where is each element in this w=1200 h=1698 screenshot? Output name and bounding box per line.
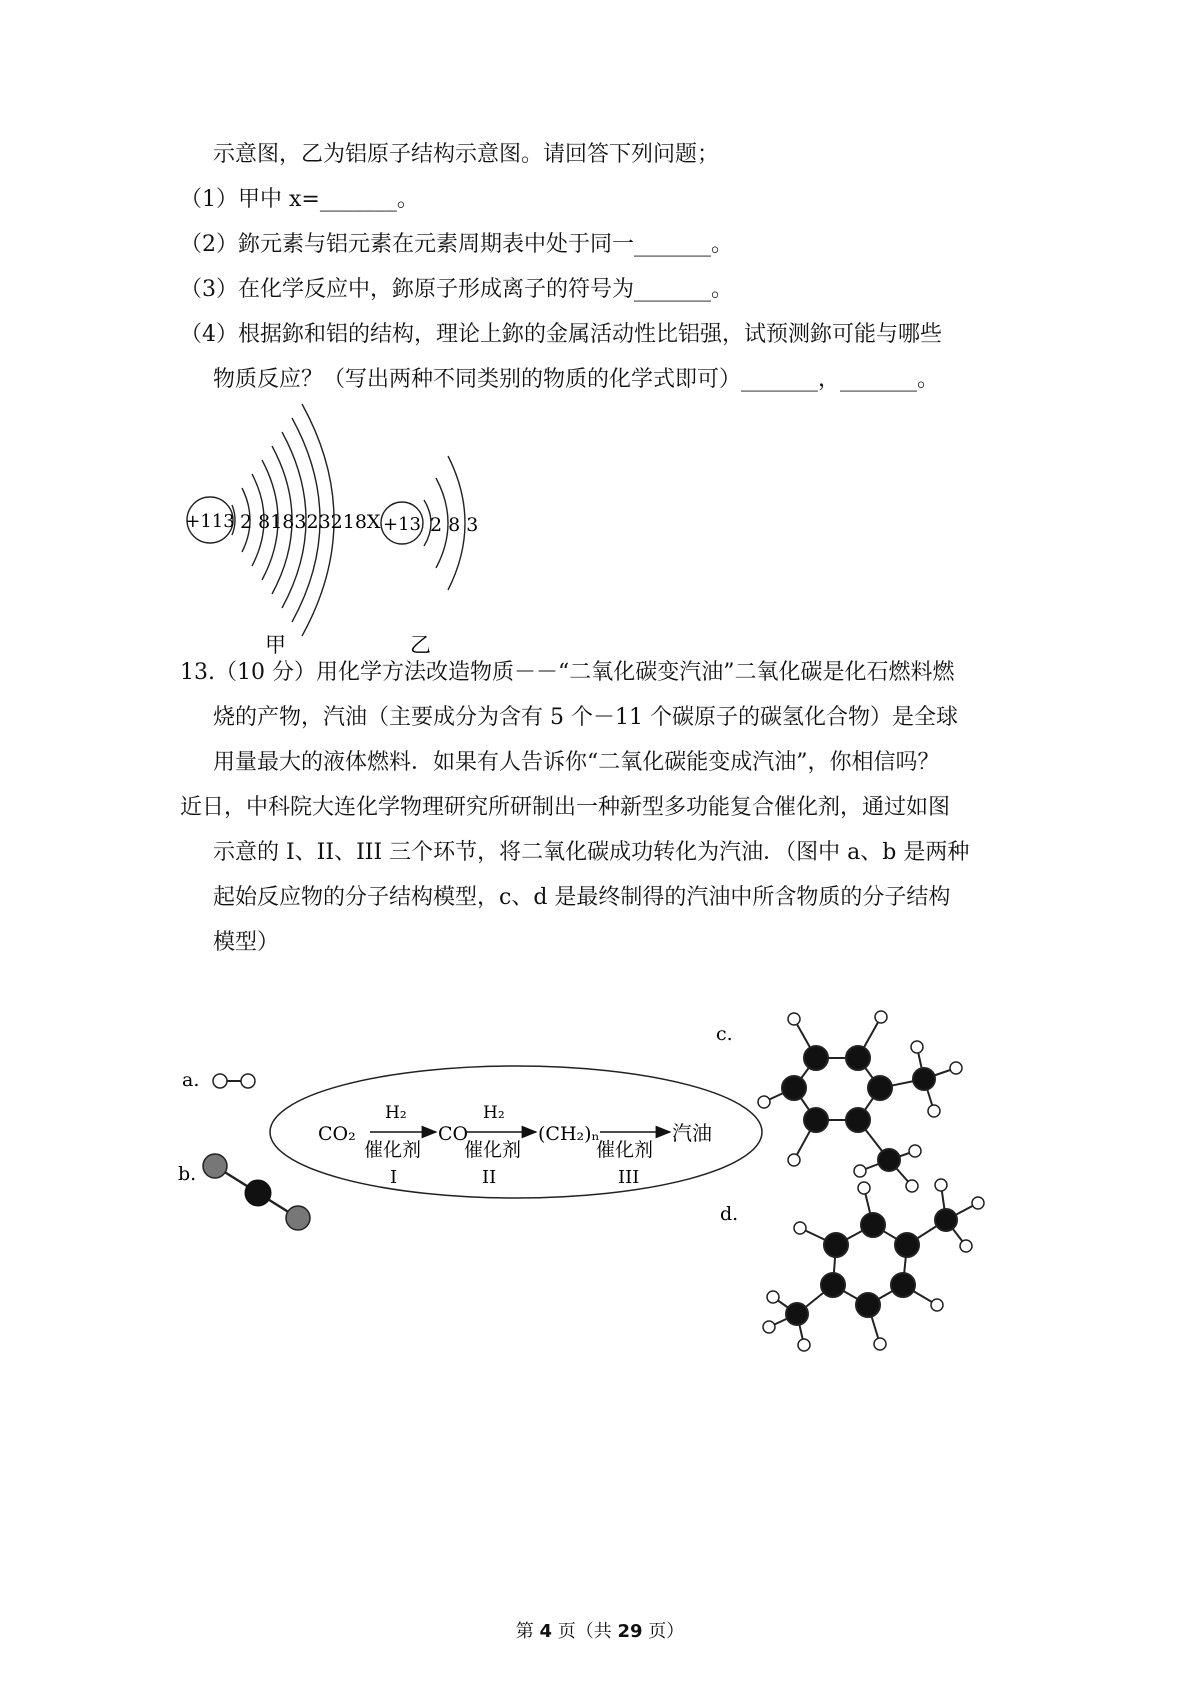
footer-prefix: 第 bbox=[515, 1621, 534, 1642]
q12-sub4-line1: （4）根据鉨和铝的结构，理论上鉨的金属活动性比铝强，试预测鉨可能与哪些 bbox=[180, 322, 942, 347]
q12-sub1: （1）甲中 x=_______。 bbox=[180, 187, 419, 212]
h2-label-step1: H₂ bbox=[385, 1103, 407, 1123]
co-formula: CO bbox=[438, 1123, 469, 1145]
q13-line6: 起始反应物的分子结构模型，c、d 是最终制得的汽油中所含物质的分子结构 bbox=[213, 885, 951, 910]
footer-suffix: 页） bbox=[648, 1621, 685, 1642]
q13-line5: 示意的 I、II、III 三个环节，将二氧化碳成功转化为汽油．（图中 a、b 是两种 bbox=[213, 840, 970, 865]
molecule-b bbox=[203, 1154, 310, 1230]
footer-page-number: 4 bbox=[539, 1621, 552, 1642]
label-a: a. bbox=[182, 1069, 200, 1091]
q12-sub2: （2）鉨元素与铝元素在元素周期表中处于同一_______。 bbox=[180, 232, 733, 257]
molecule-c bbox=[758, 1011, 962, 1192]
q13-line4: 近日，中科院大连化学物理研究所研制出一种新型多功能复合催化剂，通过如图 bbox=[180, 795, 951, 820]
q12-sub3: （3）在化学反应中，鉨原子形成离子的符号为_______。 bbox=[180, 277, 733, 302]
yi-nucleus-charge: +13 bbox=[383, 514, 421, 535]
gasoline-label: 汽油 bbox=[672, 1121, 712, 1145]
co2-formula: CO₂ bbox=[318, 1123, 356, 1145]
footer-total-pages: 29 bbox=[617, 1621, 643, 1642]
footer-mid: 页（共 bbox=[557, 1621, 612, 1642]
ch2n-formula: (CH₂)ₙ bbox=[538, 1123, 600, 1145]
jia-label: 甲 bbox=[265, 633, 286, 657]
yi-electron-counts: 2 8 3 bbox=[430, 514, 479, 536]
q13-line2: 烧的产物，汽油（主要成分为含有 5 个－11 个碳原子的碳氢化合物）是全球 bbox=[213, 705, 958, 730]
q12-sub4-line2: 物质反应？（写出两种不同类别的物质的化学式即可）_______，_______。 bbox=[213, 367, 940, 392]
step-label-3: III bbox=[618, 1167, 640, 1188]
label-b: b. bbox=[178, 1163, 197, 1185]
h2-label-step2: H₂ bbox=[483, 1103, 505, 1123]
label-d: d. bbox=[720, 1203, 739, 1225]
q13-line1: 13.（10 分）用化学方法改造物质－－“二氧化碳变汽油”二氧化碳是化石燃料燃 bbox=[180, 660, 955, 685]
page-footer bbox=[0, 1620, 1200, 1644]
molecule-a bbox=[213, 1074, 255, 1088]
step-label-1: I bbox=[390, 1167, 398, 1188]
co2-to-gasoline-diagram bbox=[160, 960, 1080, 1500]
label-c: c. bbox=[716, 1023, 733, 1045]
q13-line3: 用量最大的液体燃料．如果有人告诉你“二氧化碳能变成汽油”，你相信吗？ bbox=[213, 750, 940, 775]
molecule-d bbox=[763, 1179, 984, 1351]
catalyst-label-step2: 催化剂 bbox=[464, 1139, 522, 1161]
catalyst-label-step1: 催化剂 bbox=[364, 1139, 422, 1161]
q13-line7: 模型） bbox=[213, 930, 280, 955]
catalyst-label-step3: 催化剂 bbox=[596, 1139, 654, 1161]
step-label-2: II bbox=[482, 1167, 497, 1188]
jia-nucleus-charge: +113 bbox=[185, 511, 235, 532]
jia-electron-counts: 2 818323218X bbox=[240, 511, 381, 533]
yi-label: 乙 bbox=[410, 633, 431, 657]
q12-intro-tail: 示意图，乙为铝原子结构示意图。请回答下列问题； bbox=[213, 142, 720, 167]
